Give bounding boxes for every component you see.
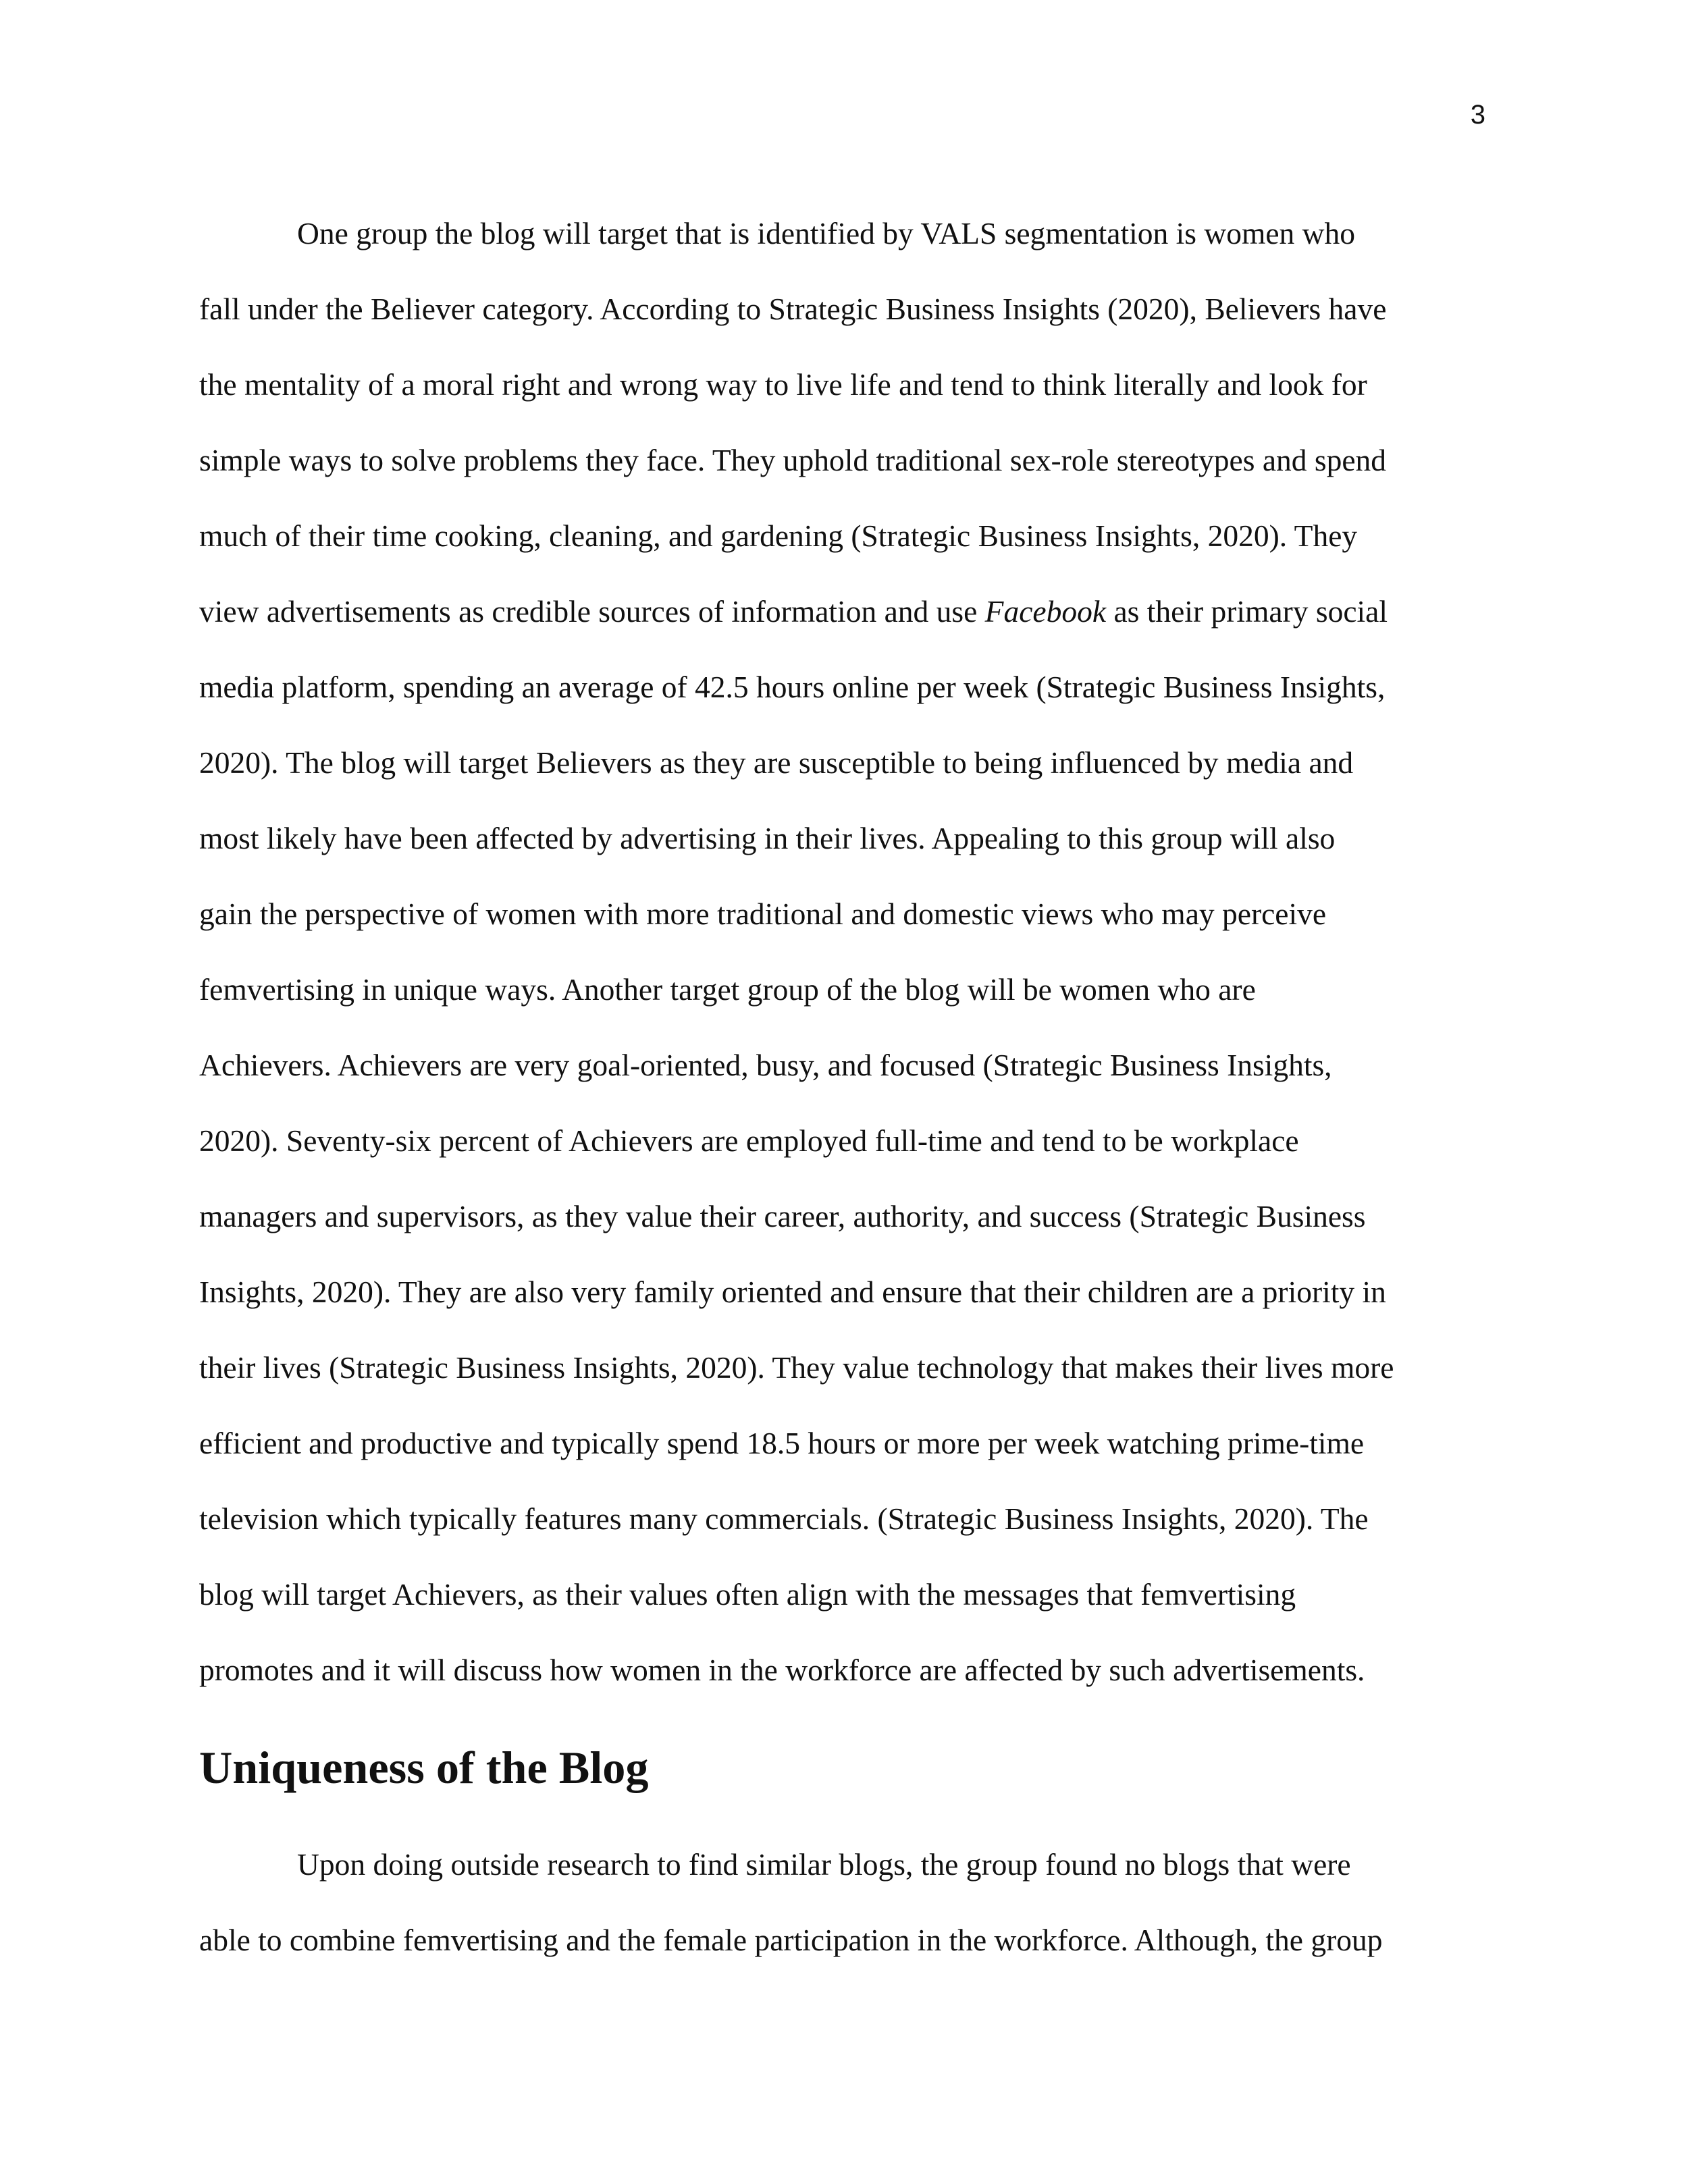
section-heading: Uniqueness of the Blog: [199, 1742, 649, 1793]
text-line-with-italic: [199, 574, 1489, 649]
text-line: the mentality of a moral right and wrong way to live life and tend to think literally and look for: [199, 367, 1367, 402]
body-text: [199, 196, 1489, 1978]
text-line: 2020). Seventy-six percent of Achievers are employed full-time and tend to be workplace: [199, 1123, 1299, 1158]
text-segment: view advertisements as credible sources of information and use: [199, 594, 985, 629]
text-line: their lives (Strategic Business Insights, 2020). They value technology that makes their lives more: [199, 1350, 1394, 1385]
text-line: managers and supervisors, as they value their career, authority, and success (Strategic Business: [199, 1199, 1366, 1233]
text-line: able to combine femvertising and the female participation in the workforce. Although, the group: [199, 1923, 1383, 1957]
text-line: television which typically features many commercials. (Strategic Business Insights, 2020). The: [199, 1501, 1369, 1536]
text-line: promotes and it will discuss how women in the workforce are affected by such advertisements.: [199, 1653, 1365, 1687]
italic-platform-name: Facebook: [984, 594, 1107, 629]
text-line: 2020). The blog will target Believers as they are susceptible to being influenced by media and: [199, 745, 1354, 780]
text-line: One group the blog will target that is identified by VALS segmentation is women who: [297, 216, 1356, 250]
text-line: media platform, spending an average of 42.5 hours online per week (Strategic Business Insights,: [199, 670, 1386, 704]
page-number: 3: [1470, 100, 1485, 130]
paragraph-uniqueness: [199, 1827, 1489, 1978]
text-line: Upon doing outside research to find similar blogs, the group found no blogs that were: [297, 1847, 1351, 1882]
text-line: simple ways to solve problems they face. They uphold traditional sex-role stereotypes and spend: [199, 443, 1387, 477]
text-line: blog will target Achievers, as their values often align with the messages that femvertising: [199, 1577, 1296, 1612]
text-line: efficient and productive and typically spend 18.5 hours or more per week watching prime-time: [199, 1426, 1365, 1460]
text-line: much of their time cooking, cleaning, and gardening (Strategic Business Insights, 2020). They: [199, 518, 1358, 553]
text-line: most likely have been affected by advertising in their lives. Appealing to this group will also: [199, 821, 1336, 855]
text-line: gain the perspective of women with more traditional and domestic views who may perceive: [199, 897, 1327, 931]
text-segment: as their primary social: [1106, 594, 1388, 629]
text-line: Achievers. Achievers are very goal-oriented, busy, and focused (Strategic Business Insights,: [199, 1048, 1332, 1082]
text-line: Insights, 2020). They are also very family oriented and ensure that their children are a priority in: [199, 1275, 1386, 1309]
text-line: femvertising in unique ways. Another target group of the blog will be women who are: [199, 972, 1256, 1007]
text-line: fall under the Believer category. According to Strategic Business Insights (2020), Believers have: [199, 292, 1387, 326]
paragraph-vals-segments: [199, 196, 1489, 1708]
